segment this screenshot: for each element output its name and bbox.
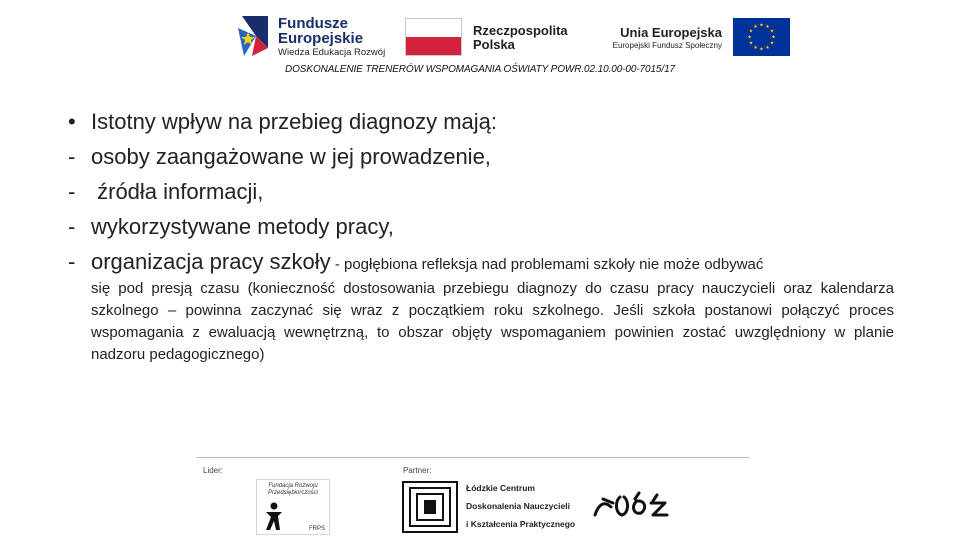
list-item <box>68 209 894 244</box>
nested-squares-icon <box>402 481 458 533</box>
svg-text:★: ★ <box>771 34 776 41</box>
list-item-school-organization <box>68 244 894 282</box>
leader-logo-text: Fundacja Rozwoju Przedsiębiorczości <box>267 483 319 496</box>
svg-text:★: ★ <box>753 24 758 30</box>
svg-text:★: ★ <box>765 45 770 51</box>
footer-partners <box>196 457 749 537</box>
svg-text:★: ★ <box>769 28 775 35</box>
leader-logo-mark: FRPS <box>308 526 325 532</box>
project-code-line: DOSKONALENIE TRENERÓW WSPOMAGANIA OŚWIATY POWR.02.10.00-00-7015/17 <box>285 64 675 75</box>
dash-marker: - <box>68 249 76 274</box>
list-item-text: wykorzystywane metody pracy, <box>91 214 394 239</box>
dash-marker: - <box>68 144 76 169</box>
poland-logo-line1: Rzeczpospolita <box>473 23 568 38</box>
bullet-marker: • <box>68 109 76 134</box>
funds-logo-line2: Europejskie <box>278 30 364 47</box>
footer-divider <box>196 457 749 458</box>
slide-content <box>68 104 894 366</box>
leader-label: Lider: <box>203 466 224 475</box>
funds-logo-line1: Fundusze <box>278 15 348 32</box>
eu-logo <box>598 18 790 58</box>
svg-text:★: ★ <box>759 46 764 53</box>
school-organization-note: się pod presją czasu (konieczność dostosowania przebiegu diagnozy do czasu pracy nauczycieli oraz kalendarza szkolnego – powinna zaczynać się wraz z początkiem roku szkolnego. Jeśli szkoła postanowi połączyć proces wspomagania z ewaluacją wewnętrzną, to obszar objęty wspomaganiem powinien zostać uwzględniony w planie nadzoru pedagogicznego) <box>91 280 894 363</box>
svg-text:★: ★ <box>753 45 758 51</box>
lodz-city-logo-icon <box>593 489 673 521</box>
funds-logo-line3: Wiedza Edukacja Rozwój <box>278 47 386 58</box>
walking-figure-icon <box>261 502 287 532</box>
list-item-text: źródła informacji, <box>91 179 264 204</box>
poland-flag-icon <box>405 18 462 56</box>
list-item <box>68 139 894 174</box>
svg-text:★: ★ <box>759 22 764 29</box>
svg-text:★: ★ <box>747 34 752 41</box>
european-funds-logo <box>236 14 386 58</box>
list-item-text: organizacja pracy szkoły <box>91 249 331 274</box>
school-organization-note-start: - pogłębiona refleksja nad problemami szkoły nie może odbywać <box>330 256 764 273</box>
intro-bullet <box>68 104 894 139</box>
poland-logo-line2: Polska <box>473 37 515 52</box>
list-item <box>68 174 894 209</box>
intro-text: Istotny wpływ na przebieg diagnozy mają: <box>91 109 497 134</box>
dash-marker: - <box>68 214 76 239</box>
eu-logo-line1: Unia Europejska <box>620 25 722 40</box>
poland-logo <box>405 18 575 58</box>
svg-text:★: ★ <box>748 28 754 35</box>
european-funds-star-icon <box>236 14 272 58</box>
eu-flag-icon <box>733 18 790 56</box>
dash-marker: - <box>68 179 76 204</box>
list-item-text: osoby zaangażowane w jej prowadzenie, <box>91 144 491 169</box>
leader-logo <box>256 479 330 535</box>
partner-logo-line3: i Kształcenia Praktycznego <box>466 519 576 529</box>
eu-logo-line2: Europejski Fundusz Społeczny <box>612 41 722 50</box>
partner-logo-line2: Doskonalenia Nauczycieli <box>466 501 570 511</box>
svg-text:★: ★ <box>769 40 775 47</box>
partner-label: Partner: <box>403 466 432 475</box>
svg-text:★: ★ <box>748 40 754 47</box>
partner-logo <box>402 481 576 533</box>
svg-text:★: ★ <box>765 24 770 30</box>
partner-logo-line1: Łódzkie Centrum <box>466 483 535 493</box>
